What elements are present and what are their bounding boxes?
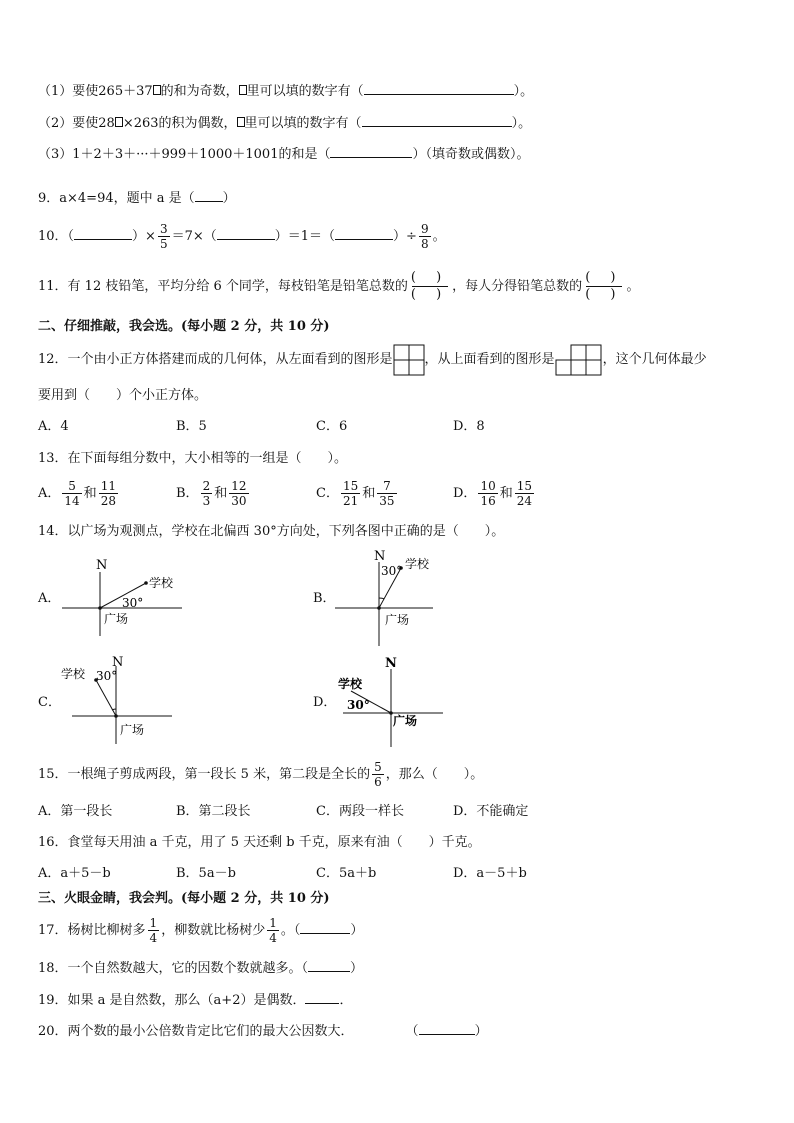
q8-l2-pre: （2）要使28 [38,116,115,131]
frac-denominator: 5 [159,237,168,251]
fraction [99,479,118,508]
q14-option-c-label[interactable]: C． [38,695,61,710]
frac-denominator: 21 [342,494,359,508]
school-label: 学校 [149,576,174,590]
q14-diagram-b[interactable] [333,548,443,648]
frac-denominator: 35 [379,494,395,508]
q8-l2-post2: 里可以填的数字有（ [244,116,362,131]
angle-label: 30° [96,669,118,683]
q8-l3-blank[interactable] [330,145,412,158]
q10-end: 。 [432,229,446,244]
fraction [515,479,534,508]
q11-mid: ，每人分得铅笔总数的 [452,279,583,294]
frac-numerator: 1 [149,916,158,930]
q12-option-c[interactable]: C．6 [316,419,348,434]
q15-option-a[interactable]: A．第一段长 [38,804,113,819]
q10-m1: ）× [132,229,156,244]
frac-numerator: 5 [374,760,382,774]
angle-label: 30° [347,698,370,712]
frac-denominator: 28 [100,494,116,508]
option-label: A． [38,486,61,501]
q18-blank[interactable] [308,959,350,972]
q8-l3-pre: （3）1＋2＋3＋···＋999＋1000＋1001的和是（ [38,147,331,162]
q14-diagram-d[interactable] [333,653,453,749]
q12-line1 [38,343,707,377]
fraction [229,479,248,508]
frac-denominator: 16 [480,494,496,508]
q17-fraction-2 [267,916,279,945]
q19 [38,991,353,1010]
frac-paren-top: ( ) [585,270,624,285]
direction-line [96,680,116,716]
frac-numerator: 9 [420,222,429,236]
q9 [38,189,236,208]
square-label: 广场 [393,714,418,728]
school-point [144,581,148,585]
frac-numerator: 2 [202,479,211,493]
q9-blank[interactable] [195,189,223,202]
q15-option-d[interactable]: D．不能确定 [453,804,529,819]
and-text: 和 [362,486,376,501]
square-point [114,714,118,718]
q13: 13．在下面每组分数中，大小相等的一组是（ ）。 [38,451,348,466]
box-icon [115,117,123,127]
q12-option-d[interactable]: D．8 [453,419,485,434]
angle-label: 30° [381,564,403,578]
q11-frac-blank-2[interactable] [585,270,623,303]
q8-l1-blank[interactable] [364,82,514,95]
q11-frac-blank-1[interactable] [411,270,449,303]
frac-numerator: 11 [100,479,116,493]
q15 [38,757,483,793]
q18-text: 18．一个自然数越大，它的因数个数就越多。（ [38,961,309,976]
q16-option-c[interactable]: C．5a＋b [316,866,377,881]
q20-open: （ [405,1024,419,1039]
q15-fraction [372,760,384,789]
q19-end: ． [339,993,353,1008]
q20 [38,1022,488,1041]
option-label: B． [176,486,199,501]
q12-option-a[interactable]: A．4 [38,419,69,434]
square-label: 广场 [104,612,129,626]
fraction [62,479,81,508]
q11 [38,266,639,308]
q13-option-b[interactable] [176,476,251,512]
section-2-heading: 二、仔细推敲，我会选。(每小题 2 分，共 10 分) [38,319,330,334]
q10 [38,220,446,254]
q12-line2: 要用到（ ）个小正方体。 [38,388,208,403]
q8-line2 [38,114,531,133]
q8-l1-end: ）。 [513,84,534,99]
frac-denominator: 3 [202,494,211,508]
frac-numerator: 15 [342,479,359,493]
box-icon [237,117,245,127]
q10-blank-2[interactable] [217,227,275,240]
q14-diagram-a[interactable] [60,552,190,642]
and-text: 和 [214,486,228,501]
angle-arc [379,598,384,599]
q19-blank[interactable] [305,991,339,1004]
q16-option-b[interactable]: B．5a－b [176,866,236,881]
q20-text: 20．两个数的最小公倍数肯定比它们的最大公因数大． [38,1024,354,1039]
angle-label: 30° [122,596,144,610]
q13-option-a[interactable] [38,476,120,512]
q8-l2-end: ）。 [511,116,532,131]
square-label: 广场 [385,613,410,627]
frac-denominator: 14 [64,494,80,508]
q17-blank[interactable] [300,921,350,934]
option-label: C． [316,486,339,501]
frac-paren-top: ( ) [410,270,450,285]
q17 [38,913,363,949]
q20-blank[interactable] [419,1022,475,1035]
fraction [341,479,360,508]
q18 [38,959,363,978]
q13-option-d[interactable] [453,476,536,512]
q15-pre: 15．一根绳子剪成两段，第一段长 5 米，第二段是全长的 [38,767,371,782]
q11-pre: 11．有 12 枝铅笔，平均分给 6 个同学，每枝铅笔是铅笔总数的 [38,279,408,294]
frac-numerator: 10 [480,479,496,493]
frac-denominator: 24 [516,494,533,508]
north-label: N [112,655,124,670]
q8-l2-post: ×263的积为偶数， [122,116,237,131]
q10-pre: 10．（ [38,229,75,244]
section-3-heading: 三、火眼金睛，我会判。(每小题 2 分，共 10 分) [38,891,330,906]
fraction [478,479,497,508]
q10-blank-1[interactable] [74,227,132,240]
square-point [98,606,102,610]
and-text: 和 [83,486,97,501]
box-icon [239,85,247,95]
q8-l1-pre: （1）要使265＋37 [38,84,153,99]
q17-end: 。（ [280,923,301,938]
q8-line3 [38,145,529,164]
fraction [377,479,396,508]
q8-l1-post: 的和为奇数， [160,84,239,99]
q15-post: ，那么（ ）。 [385,767,484,782]
frac-numerator: 3 [159,222,168,236]
q14-diagram-c[interactable] [58,654,178,746]
q12-pre: 12．一个由小正方体搭建而成的几何体，从左面看到的图形是 [38,352,393,367]
q16-option-d[interactable]: D．a－5＋b [453,866,527,881]
q15-option-b[interactable]: B．第二段长 [176,804,251,819]
q10-m4: ）÷ [393,229,417,244]
q17-pre: 17．杨树比柳树多 [38,923,146,938]
q16-option-a[interactable]: A．a＋5－b [38,866,111,881]
north-label: N [385,656,397,671]
square-point [377,606,381,610]
school-label: 学校 [338,677,363,691]
north-label: N [96,558,108,573]
frac-numerator: 5 [68,479,76,493]
frac-denominator: 30 [231,494,247,508]
top-view-grid-icon [555,344,603,376]
q14-option-a-label[interactable]: A． [38,591,61,606]
q10-blank-3[interactable] [335,227,393,240]
q12-mid: ，从上面看到的图形是 [424,352,555,367]
q18-close: ） [350,961,364,976]
q19-text: 19．如果 a 是自然数，那么（a+2）是偶数． [38,993,306,1008]
q8-l2-blank[interactable] [362,114,512,127]
and-text: 和 [499,486,513,501]
square-label: 广场 [120,723,145,737]
q14-option-d-label[interactable]: D． [313,695,337,710]
frac-numerator: 12 [231,479,247,493]
frac-denominator: 4 [149,931,158,945]
box-icon [153,85,161,95]
q10-m3: ）＝1＝（ [274,229,336,244]
q16: 16．食堂每天用油 a 千克，用了 5 天还剩 b 千克，原来有油（ ）千克。 [38,835,481,850]
frac-numerator: 1 [269,916,277,930]
frac-denominator: 8 [420,237,429,251]
q13-option-c[interactable] [316,476,399,512]
q20-close: ） [474,1024,488,1039]
q17-mid: ，柳数就比杨树少 [161,923,266,938]
frac-denominator: 6 [374,775,382,789]
q12-option-b[interactable]: B．5 [176,419,207,434]
school-label: 学校 [61,667,86,681]
q9-end: ） [222,191,236,206]
q9-text: 9．a×4=94，题中 a 是（ [38,191,195,206]
north-label: N [374,549,386,564]
frac-denominator: 4 [269,931,277,945]
option-label: D． [453,486,477,501]
school-label: 学校 [405,557,430,571]
frac-numerator: 7 [383,479,391,493]
q11-end: 。 [626,279,640,294]
q14: 14．以广场为观测点，学校在北偏西 30°方向处，下列各图中正确的是（ ）。 [38,524,505,539]
frac-paren-bottom: ( ) [410,287,450,302]
q12-post: ，这个几何体最少 [602,352,707,367]
q15-option-c[interactable]: C．两段一样长 [316,804,404,819]
frac-paren-bottom: ( ) [585,287,624,302]
q8-l3-end: ）（填奇数或偶数）。 [412,147,530,162]
q10-frac-2 [419,222,431,251]
q14-option-b-label[interactable]: B． [313,591,336,606]
q8-line1 [38,82,533,101]
q8-l1-post2: 里可以填的数字有（ [246,84,364,99]
frac-numerator: 15 [516,479,533,493]
q10-frac-1 [158,222,170,251]
q17-fraction-1 [148,916,160,945]
q17-close: ） [350,923,364,938]
fraction [201,479,213,508]
left-view-grid-icon [393,344,425,376]
q10-m2: ＝7×（ [171,229,217,244]
